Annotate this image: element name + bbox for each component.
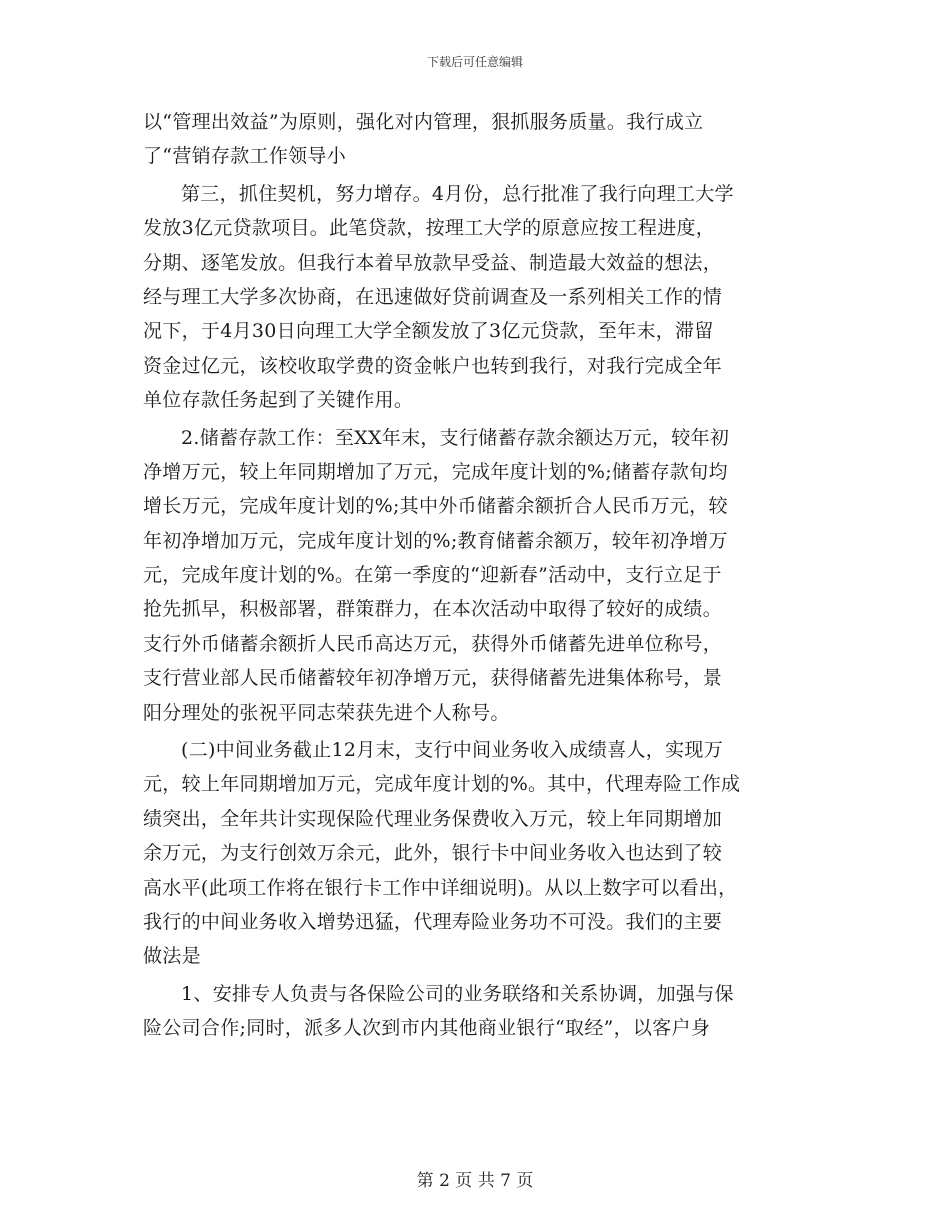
text-line: 高水平(此项工作将在银行卡工作中详细说明)。从以上数字可以看出， (143, 876, 738, 899)
page-number: 第 2 页 共 7 页 (416, 1171, 534, 1191)
text-line: 1、安排专人负责与各保险公司的业务联络和关系协调，加强与保 (181, 982, 734, 1005)
text-line: (二)中间业务截止12月末，支行中间业务收入成绩喜人，实现万 (181, 739, 724, 762)
paragraph (143, 733, 823, 974)
text-line: 况下，于4月30日向理工大学全额发放了3亿元贷款，至年末，滞留 (143, 320, 714, 343)
text-line: 我行的中间业务收入增势迅猛，代理寿险业务功不可没。我们的主要 (143, 910, 723, 933)
text-line: 了“营销存款工作领导小 (143, 145, 347, 168)
page-header-note: 下载后可任意编辑 (426, 55, 523, 69)
text-line: 做法是 (143, 945, 201, 968)
text-line: 余万元，为支行创效万余元，此外，银行卡中间业务收入也达到了较 (143, 842, 723, 865)
text-line: 元，较上年同期增加万元，完成年度计划的%。其中，代理寿险工作成 (143, 773, 741, 796)
text-line: 净增万元，较上年同期增加了万元，完成年度计划的%;储蓄存款旬均 (143, 460, 728, 483)
paragraph (143, 105, 823, 174)
paragraph (143, 977, 823, 1046)
paragraph (143, 421, 823, 731)
text-line: 险公司合作;同时，派多人次到市内其他商业银行“取经”，以客户身 (143, 1017, 711, 1040)
text-line: 资金过亿元，该校收取学费的资金帐户也转到我行，对我行完成全年 (143, 354, 723, 377)
text-line: 阳分理处的张祝平同志荣获先进个人称号。 (143, 701, 510, 724)
text-line: 绩突出，全年共计实现保险代理业务保费收入万元，较上年同期增加 (143, 807, 723, 830)
document-body (143, 105, 823, 1046)
text-line: 单位存款任务起到了关键作用。 (143, 389, 414, 412)
paragraph (143, 177, 823, 418)
text-line: 分期、逐笔发放。但我行本着早放款早受益、制造最大效益的想法， (143, 251, 723, 274)
text-line: 2.储蓄存款工作：至XX年末，支行储蓄存款余额达万元，较年初 (181, 426, 730, 449)
text-line: 支行营业部人民币储蓄较年初净增万元，获得储蓄先进集体称号，景 (143, 667, 723, 690)
text-line: 年初净增加万元，完成年度计划的%;教育储蓄余额万，较年初净增万 (143, 529, 728, 552)
text-line: 抢先抓早，积极部署，群策群力，在本次活动中取得了较好的成绩。 (143, 598, 723, 621)
text-line: 以“管理出效益”为原则，强化对内管理，狠抓服务质量。我行成立 (143, 111, 704, 133)
text-line: 支行外币储蓄余额折人民币高达万元，获得外币储蓄先进单位称号， (143, 632, 723, 655)
text-line: 发放3亿元贷款项目。此笔贷款，按理工大学的原意应按工程进度， (143, 217, 716, 240)
text-line: 第三，抓住契机，努力增存。4月份，总行批准了我行向理工大学 (181, 182, 734, 205)
text-line: 增长万元，完成年度计划的%;其中外币储蓄余额折合人民币万元，较 (143, 495, 728, 518)
text-line: 元，完成年度计划的%。在第一季度的“迎新春”活动中，支行立足于 (143, 564, 722, 587)
text-line: 经与理工大学多次协商，在迅速做好贷前调查及一系列相关工作的情 (143, 285, 723, 308)
